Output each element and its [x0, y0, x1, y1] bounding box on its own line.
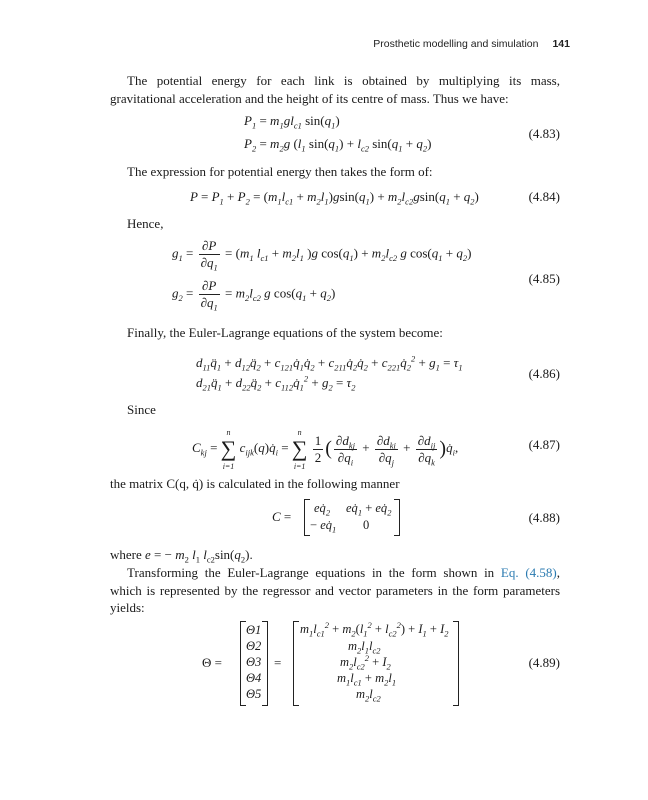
equation-tau1: $d_{11}q̈_1$ + $d_{12}q̈_2$ + $c_{121}q̇_1q̇_2$ + $c_{211}q̇_2q̇_2$ + $c_{221}q̇_2^2 + g_1 = \tau_1$: [196, 353, 463, 373]
paragraph-where: where e = − $m_2$ $l_1$ $l_{c2}\sin(q_2)$.: [110, 547, 253, 565]
parameter-3: $m_2l_{c2}^2 + I_2$: [340, 652, 391, 672]
matrix-c-cell-22: 0: [363, 518, 370, 532]
since-label: Since: [127, 402, 156, 417]
theta-1: Θ1: [246, 623, 262, 637]
equation-number-4-84: (4.84): [528, 189, 560, 204]
theta-2: Θ2: [246, 639, 262, 653]
equation-number-4-85: (4.85): [528, 271, 560, 286]
matrix-c-label: C =: [272, 509, 292, 524]
eq-4-58-link[interactable]: Eq. (4.58): [500, 565, 557, 580]
theta-3: Θ3: [246, 655, 262, 669]
equation-number-4-83: (4.83): [528, 126, 560, 141]
parameter-2: $m_2l_1l_{c2}$: [348, 639, 381, 656]
theta-label: Θ =: [202, 655, 222, 670]
paragraph-transforming: [110, 564, 560, 617]
equation-g1: $g_1$ = $\frac{\partial P}{\partial q_1}$ = ($m_1$ $l_{c1} + m_2l_1$ )g $\cos(q_1) + m_2l_{c2}$ g $\cos(q_1 + q_2)$: [172, 238, 472, 273]
parameter-4: $m_1l_{c1} + m_2l_1$: [337, 671, 397, 688]
running-header: [373, 38, 570, 50]
equation-p2: $P_2 = m_2g$ ($l_1$ $\sin(q_1) + l_{c2}$ $\sin(q_1 + q_2)$: [244, 136, 432, 154]
transforming-text-b: , which is represented by the regressor and vector parameters in the form parameters yields:: [110, 565, 560, 615]
equation-number-4-88: (4.88): [528, 510, 560, 525]
matrix-c-cell-11: $eq̇_2$: [314, 501, 331, 518]
equation-tau2: $d_{21}q̈_1$ + $d_{22}q̈_2$ + $c_{112}q̇_1^2 + g_2 = \tau_2$: [196, 373, 356, 393]
equation-number-4-87: (4.87): [528, 437, 560, 452]
theta-4: Θ4: [246, 671, 262, 685]
equation-p1: $P_1 = m_1gl_{c1}$ $\sin(q_1)$: [244, 113, 340, 131]
equation-g2: $g_2$ = $\frac{\partial P}{\partial q_1}$ = $m_2l_{c2}$ g $\cos(q_1 + q_2)$: [172, 278, 336, 313]
paragraph-euler-lagrange: Finally, the Euler-Lagrange equations of the system become:: [127, 325, 443, 340]
header-title: Prosthetic modelling and simulation: [373, 38, 539, 50]
equation-number-4-89: (4.89): [528, 655, 560, 670]
paragraph-potential-energy: The potential energy for each link is obtained by multiplying its mass, gravitational acceleration and the height of its centre of mass. Thus we have:: [110, 73, 560, 106]
paragraph-matrix-c: the matrix C(q, q̇) is calculated in the following manner: [110, 476, 400, 491]
paragraph-expression: The expression for potential energy then takes the form of:: [127, 164, 433, 179]
theta-5: Θ5: [246, 687, 262, 701]
page-number: 141: [552, 38, 570, 50]
equation-total-potential: $P = P_1 + P_2 = (m_1l_{c1} + m_2l_1)gsin(q_1) + m_2l_{c2}gsin(q_1 + q_2)$: [190, 189, 479, 207]
equation-number-4-86: (4.86): [528, 366, 560, 381]
hence-label: Hence,: [127, 216, 164, 231]
transforming-text-a: Transforming the Euler-Lagrange equations in the form shown in: [127, 565, 501, 580]
matrix-c-cell-12: $eq̇_1$ + $eq̇_2$: [346, 501, 392, 518]
matrix-c-cell-21: − $eq̇_1$: [310, 518, 337, 535]
theta-equals: =: [274, 655, 282, 670]
parameter-5: $m_2l_{c2}$: [356, 687, 381, 704]
parameter-1: $m_1l_{c1}^2 + m_2(l_1^2 + l_{c2}^2) + I_1 + I_2$: [300, 619, 449, 639]
equation-ckj: $C_{kj} = n$ ∑ i=1 $c_{ijk}(q)q̇_i = n$ ∑ i=1 $\frac{1}{2}$ ( $\frac{\partial d_{kj}}{\partial q_i}$ + $\frac{\partial d_{ki}}{\partial q_j}$ + $\frac{\partial d_{ij}}{\partial q_k}$ )$q̇_i$,: [192, 428, 459, 471]
